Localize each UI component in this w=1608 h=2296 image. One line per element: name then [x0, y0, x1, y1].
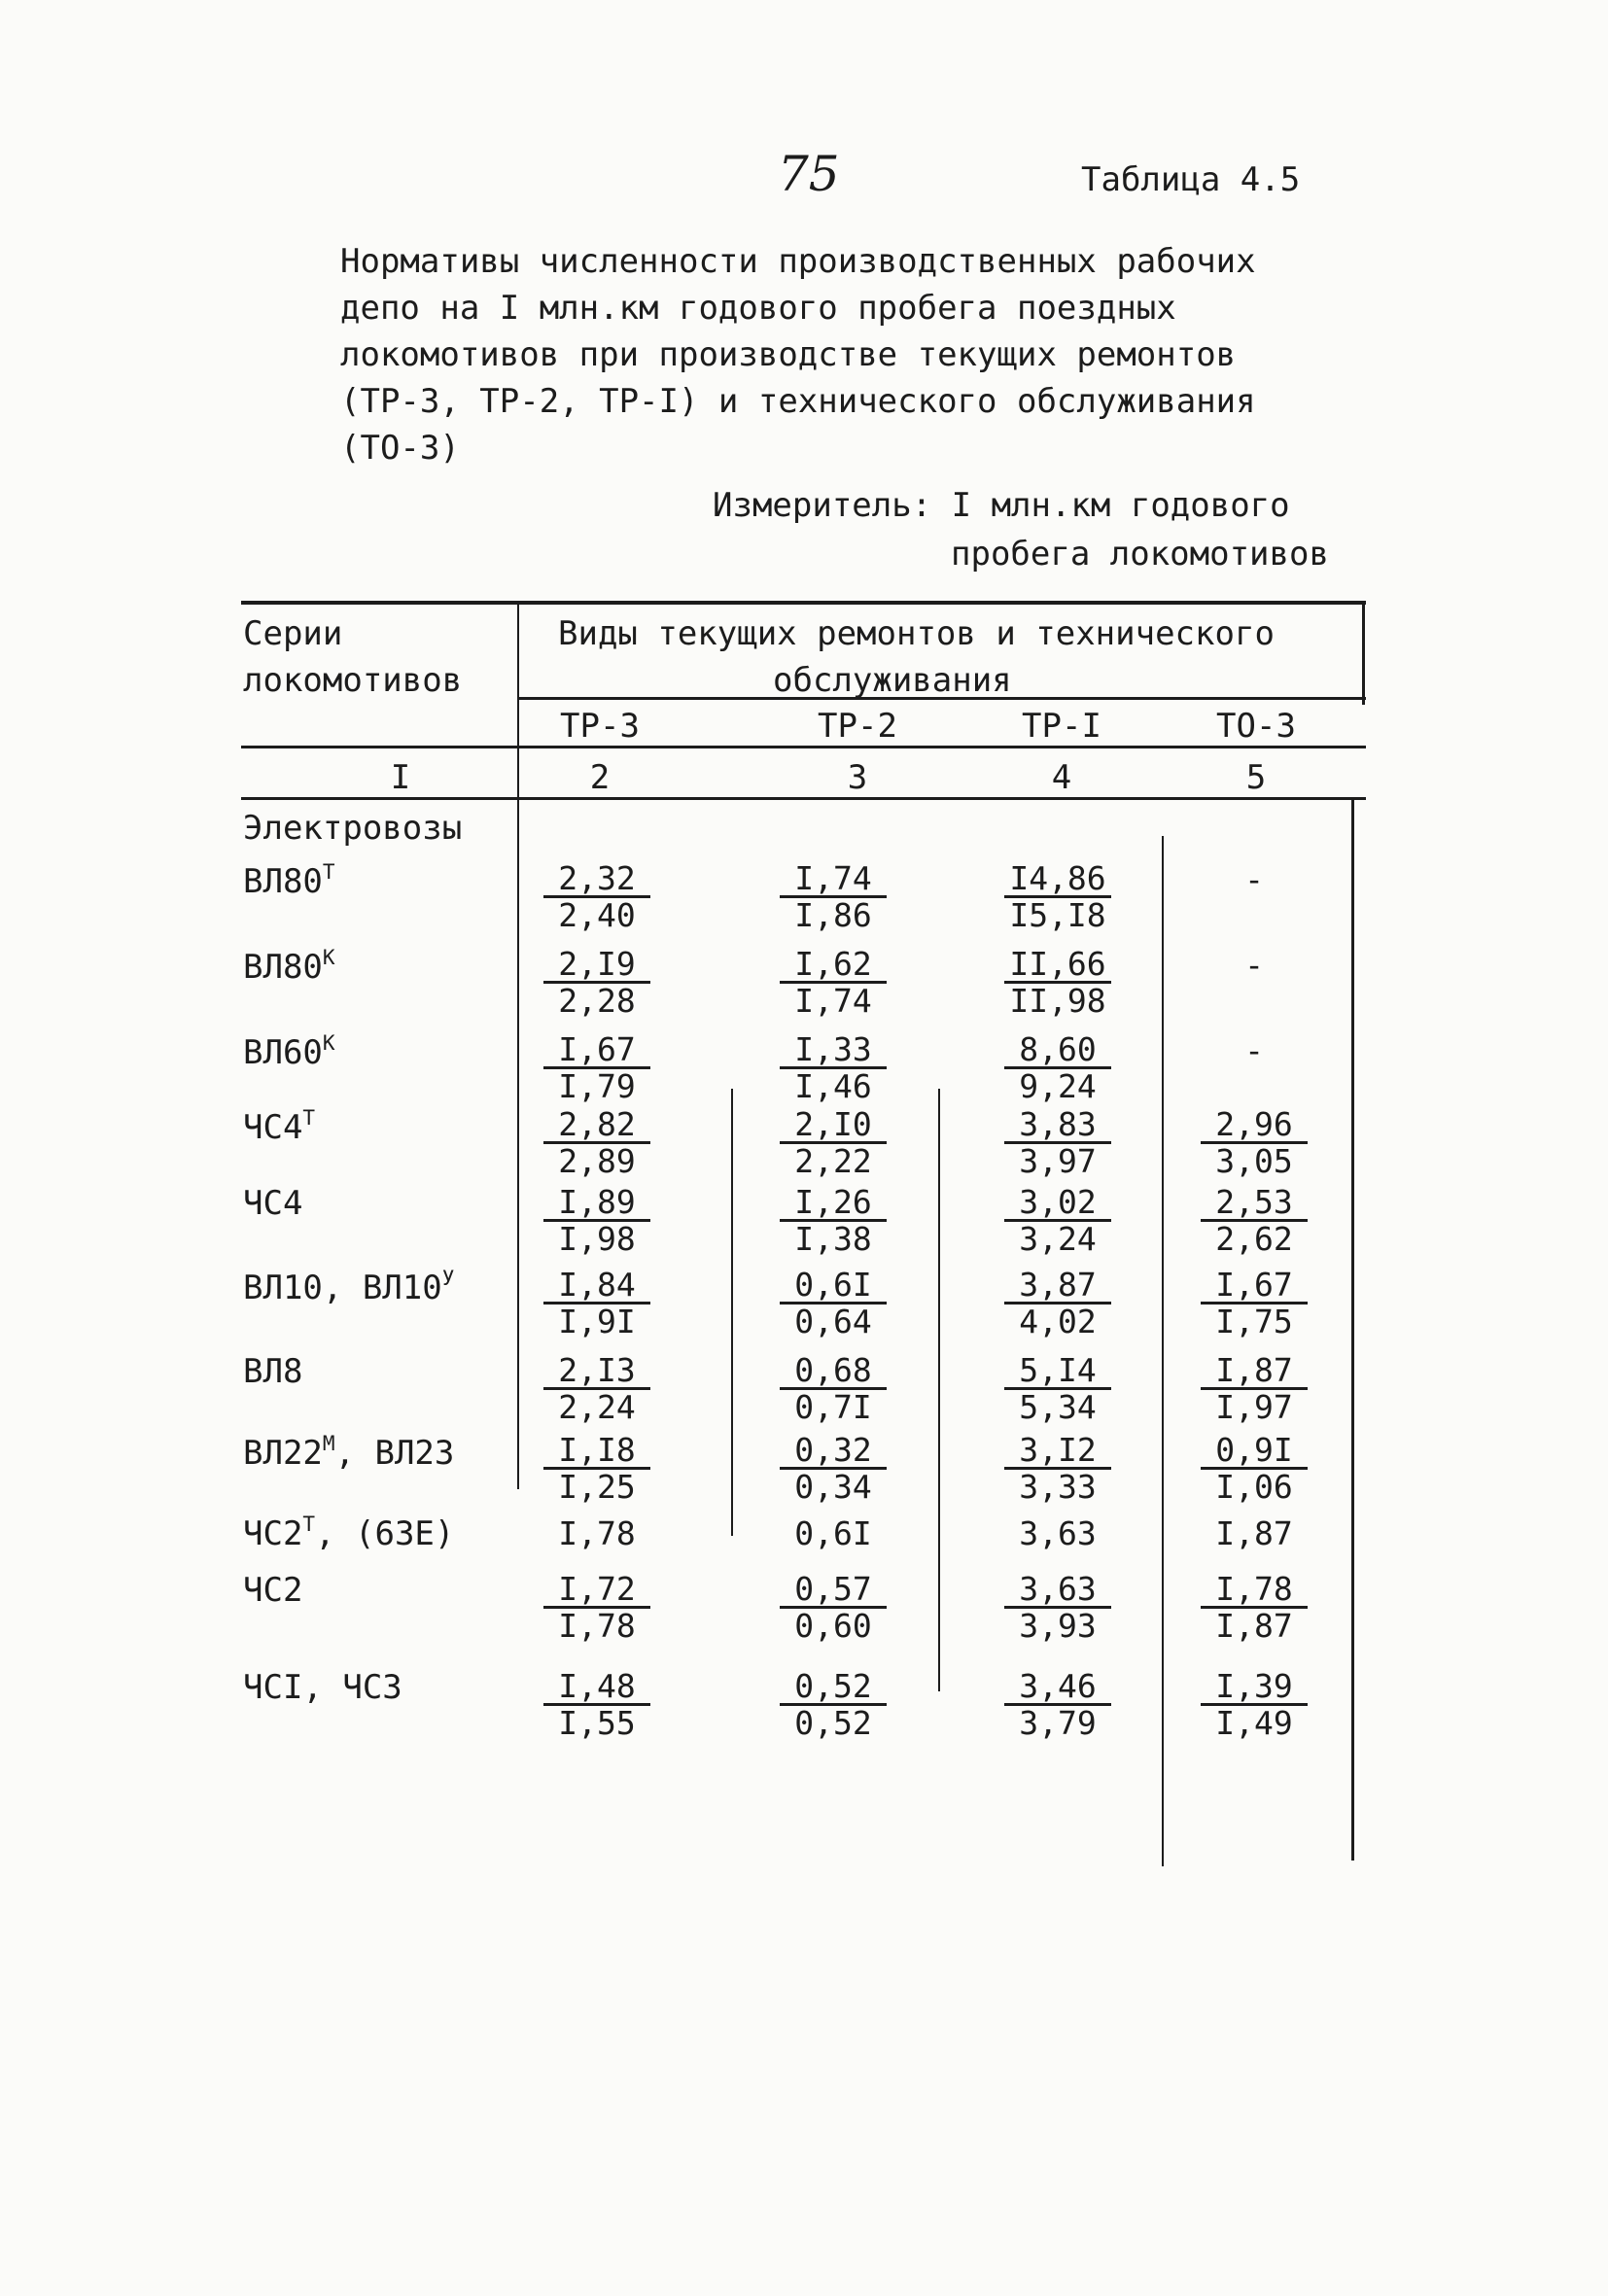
series-base: ЧСI, ЧС3	[243, 1668, 402, 1707]
series-base: ВЛ80	[243, 862, 323, 901]
series-superscript: К	[322, 946, 335, 969]
series-base: ЧС4	[243, 1108, 303, 1147]
fraction-bottom: I,97	[1215, 1388, 1293, 1426]
series-superscript: Т	[302, 1513, 316, 1536]
column-number: 3	[847, 758, 868, 797]
cell-dash-to3: -	[1244, 946, 1264, 984]
fraction-bottom: 2,40	[558, 896, 636, 934]
fraction-bottom: I,79	[558, 1067, 636, 1105]
fraction-bottom: 2,89	[558, 1142, 636, 1180]
fraction-top: 3,02	[1004, 1186, 1111, 1222]
tr1-column-divider	[1162, 836, 1164, 1866]
fraction-bottom: I,38	[794, 1220, 872, 1258]
table-top-rule	[241, 601, 1366, 605]
header-group-line-1: Виды текущих ремонтов и технического	[558, 614, 1275, 653]
cell-fraction-tr2	[780, 1667, 887, 1742]
cell-value-tr3: I,78	[558, 1514, 636, 1552]
fraction-top: 3,83	[1004, 1108, 1111, 1144]
column-header-to3: ТО-3	[1216, 707, 1296, 746]
row-series-name	[243, 1513, 454, 1553]
cell-fraction-tr3	[543, 859, 650, 934]
fraction-bottom: 3,05	[1215, 1142, 1293, 1180]
table-caption	[340, 238, 1293, 471]
fraction-bottom: 3,97	[1019, 1142, 1097, 1180]
fraction-top: I,62	[780, 948, 887, 984]
fraction-bottom: 9,24	[1019, 1067, 1097, 1105]
column-number: 2	[589, 758, 611, 797]
fraction-bottom: I,98	[558, 1220, 636, 1258]
fraction-top: I,87	[1201, 1354, 1308, 1390]
fraction-bottom: 2,28	[558, 982, 636, 1020]
cell-fraction-to3	[1201, 1667, 1308, 1742]
row-series-name	[243, 1267, 454, 1307]
fraction-bottom: I,87	[1215, 1607, 1293, 1645]
column-header-tr3: ТР-3	[560, 707, 640, 746]
fraction-top: I,26	[780, 1186, 887, 1222]
fraction-bottom: I,55	[558, 1704, 636, 1742]
cell-fraction-to3	[1201, 1105, 1308, 1180]
row-series-name	[243, 1184, 302, 1223]
cell-fraction-tr2	[780, 1105, 887, 1180]
cell-fraction-tr1	[1004, 1570, 1111, 1645]
column-number: I	[390, 758, 411, 797]
cell-value-tr2: 0,6I	[794, 1514, 872, 1552]
cell-fraction-tr1	[1004, 1183, 1111, 1258]
series-base: ЧС2	[243, 1571, 303, 1610]
fraction-top: II,66	[1004, 948, 1111, 984]
cell-fraction-tr1	[1004, 1351, 1111, 1426]
cell-fraction-to3	[1201, 1570, 1308, 1645]
fraction-top: I,67	[1201, 1269, 1308, 1305]
fraction-top: 2,I9	[543, 948, 650, 984]
fraction-top: 0,6I	[780, 1269, 887, 1305]
fraction-top: I,33	[780, 1033, 887, 1069]
fraction-bottom: 2,22	[794, 1142, 872, 1180]
cell-fraction-tr2	[780, 1183, 887, 1258]
series-base: ВЛ60	[243, 1033, 323, 1072]
series-base: ВЛ80	[243, 948, 323, 987]
header-series-line-1: Серии	[243, 614, 343, 653]
table-label: Таблица 4.5	[1081, 160, 1301, 199]
cell-fraction-tr3	[543, 1266, 650, 1340]
fraction-bottom: 3,33	[1019, 1468, 1097, 1506]
fraction-bottom: I5,I8	[1009, 896, 1106, 934]
fraction-bottom: I,75	[1215, 1303, 1293, 1340]
fraction-top: 5,I4	[1004, 1354, 1111, 1390]
fraction-top: 2,96	[1201, 1108, 1308, 1144]
cell-fraction-tr1	[1004, 1105, 1111, 1180]
cell-fraction-tr1	[1004, 1431, 1111, 1506]
fraction-top: 2,I0	[780, 1108, 887, 1144]
cell-fraction-to3	[1201, 1431, 1308, 1506]
caption-line: локомотивов при производстве текущих ремонтов	[340, 335, 1237, 374]
row-series-name	[243, 946, 335, 987]
header-series-line-2: локомотивов	[243, 661, 463, 700]
row-series-name	[243, 1668, 402, 1707]
cell-fraction-tr3	[543, 945, 650, 1020]
fraction-bottom: I,25	[558, 1468, 636, 1506]
fraction-bottom: 2,62	[1215, 1220, 1293, 1258]
caption-line: депо на I млн.км годового пробега поездных	[340, 289, 1176, 328]
header-group-line-2: обслуживания	[773, 661, 1012, 700]
cell-fraction-tr3	[543, 1351, 650, 1426]
fraction-bottom: I,49	[1215, 1704, 1293, 1742]
series-superscript: М	[322, 1432, 335, 1455]
table-right-lower-rule	[1351, 799, 1354, 1861]
column-number: 4	[1051, 758, 1072, 797]
cell-fraction-to3	[1201, 1183, 1308, 1258]
fraction-bottom: I,9I	[558, 1303, 636, 1340]
tr3-column-divider	[731, 1089, 733, 1536]
caption-line: (ТО-3)	[340, 429, 460, 468]
fraction-bottom: 0,52	[794, 1704, 872, 1742]
fraction-bottom: 4,02	[1019, 1303, 1097, 1340]
fraction-top: I,39	[1201, 1670, 1308, 1706]
fraction-top: I,84	[543, 1269, 650, 1305]
fraction-bottom: I,78	[558, 1607, 636, 1645]
fraction-top: 0,57	[780, 1573, 887, 1609]
cell-fraction-tr1	[1004, 1667, 1111, 1742]
cell-fraction-tr2	[780, 945, 887, 1020]
cell-fraction-tr3	[543, 1667, 650, 1742]
row-series-name	[243, 860, 335, 901]
fraction-bottom: 3,93	[1019, 1607, 1097, 1645]
series-base: ВЛ8	[243, 1352, 303, 1391]
series-extra: , (63Е)	[315, 1514, 455, 1553]
row-series-name	[243, 1352, 302, 1391]
row-series-name	[243, 1106, 315, 1147]
cell-fraction-tr3	[543, 1105, 650, 1180]
series-superscript: Т	[322, 860, 335, 884]
measure-unit-line-2: пробега локомотивов	[951, 535, 1329, 574]
series-superscript: К	[322, 1031, 335, 1055]
row-series-name	[243, 1571, 302, 1610]
fraction-top: 2,53	[1201, 1186, 1308, 1222]
fraction-top: 3,63	[1004, 1573, 1111, 1609]
cell-value-tr1: 3,63	[1019, 1514, 1097, 1552]
caption-line: Нормативы численности производственных рабочих	[340, 242, 1256, 281]
fraction-top: 8,60	[1004, 1033, 1111, 1069]
fraction-top: I,I8	[543, 1434, 650, 1470]
fraction-bottom: 2,24	[558, 1388, 636, 1426]
fraction-bottom: II,98	[1009, 982, 1106, 1020]
column-header-tr1: ТР-I	[1022, 707, 1101, 746]
fraction-top: 0,52	[780, 1670, 887, 1706]
series-base: ВЛ10, ВЛ10	[243, 1269, 442, 1307]
fraction-top: 0,9I	[1201, 1434, 1308, 1470]
cell-fraction-tr2	[780, 1351, 887, 1426]
cell-value-to3: I,87	[1215, 1514, 1293, 1552]
cell-fraction-tr1	[1004, 859, 1111, 934]
fraction-top: 0,68	[780, 1354, 887, 1390]
fraction-top: I,78	[1201, 1573, 1308, 1609]
column-number: 5	[1245, 758, 1267, 797]
cell-fraction-tr1	[1004, 1266, 1111, 1340]
column-headers-rule	[241, 746, 1366, 748]
fraction-bottom: I,86	[794, 896, 872, 934]
section-label: Электровозы	[243, 809, 463, 848]
series-base: ВЛ22	[243, 1434, 323, 1473]
fraction-top: I,74	[780, 862, 887, 898]
cell-fraction-tr2	[780, 859, 887, 934]
series-column-divider	[517, 605, 519, 1489]
series-base: ЧС2	[243, 1514, 303, 1553]
fraction-top: I4,86	[1004, 862, 1111, 898]
fraction-bottom: I,46	[794, 1067, 872, 1105]
fraction-top: 2,32	[543, 862, 650, 898]
page-number: 75	[778, 146, 840, 202]
series-superscript: У	[441, 1267, 455, 1290]
cell-fraction-tr3	[543, 1431, 650, 1506]
cell-dash-to3: -	[1244, 860, 1264, 898]
series-base: ЧС4	[243, 1184, 303, 1223]
fraction-top: 0,32	[780, 1434, 887, 1470]
fraction-top: I,67	[543, 1033, 650, 1069]
tr2-column-divider	[938, 1089, 940, 1691]
cell-fraction-tr1	[1004, 945, 1111, 1020]
cell-dash-to3: -	[1244, 1031, 1264, 1069]
table-right-rule	[1362, 603, 1365, 705]
fraction-bottom: 0,7I	[794, 1388, 872, 1426]
fraction-bottom: I,74	[794, 982, 872, 1020]
fraction-top: I,48	[543, 1670, 650, 1706]
cell-fraction-tr3	[543, 1183, 650, 1258]
column-numbers-rule	[241, 797, 1366, 800]
fraction-top: I,89	[543, 1186, 650, 1222]
cell-fraction-tr2	[780, 1570, 887, 1645]
fraction-bottom: 0,60	[794, 1607, 872, 1645]
fraction-bottom: 0,34	[794, 1468, 872, 1506]
cell-fraction-tr3	[543, 1030, 650, 1105]
cell-fraction-tr2	[780, 1431, 887, 1506]
fraction-top: 3,I2	[1004, 1434, 1111, 1470]
cell-fraction-tr1	[1004, 1030, 1111, 1105]
measure-unit-line-1: Измеритель: I млн.км годового	[713, 486, 1290, 525]
column-header-tr2: ТР-2	[818, 707, 897, 746]
row-series-name	[243, 1432, 454, 1473]
series-superscript: Т	[302, 1106, 316, 1130]
cell-fraction-tr2	[780, 1266, 887, 1340]
fraction-bottom: 5,34	[1019, 1388, 1097, 1426]
cell-fraction-tr2	[780, 1030, 887, 1105]
cell-fraction-to3	[1201, 1266, 1308, 1340]
cell-fraction-tr3	[543, 1570, 650, 1645]
fraction-bottom: 3,24	[1019, 1220, 1097, 1258]
fraction-top: I,72	[543, 1573, 650, 1609]
fraction-top: 2,I3	[543, 1354, 650, 1390]
fraction-bottom: 0,64	[794, 1303, 872, 1340]
fraction-top: 3,46	[1004, 1670, 1111, 1706]
caption-line: (ТР-3, ТР-2, ТР-I) и технического обслуживания	[340, 382, 1256, 421]
row-series-name	[243, 1031, 335, 1072]
series-extra: , ВЛ23	[334, 1434, 455, 1473]
fraction-top: 3,87	[1004, 1269, 1111, 1305]
fraction-bottom: 3,79	[1019, 1704, 1097, 1742]
fraction-bottom: I,06	[1215, 1468, 1293, 1506]
fraction-top: 2,82	[543, 1108, 650, 1144]
cell-fraction-to3	[1201, 1351, 1308, 1426]
